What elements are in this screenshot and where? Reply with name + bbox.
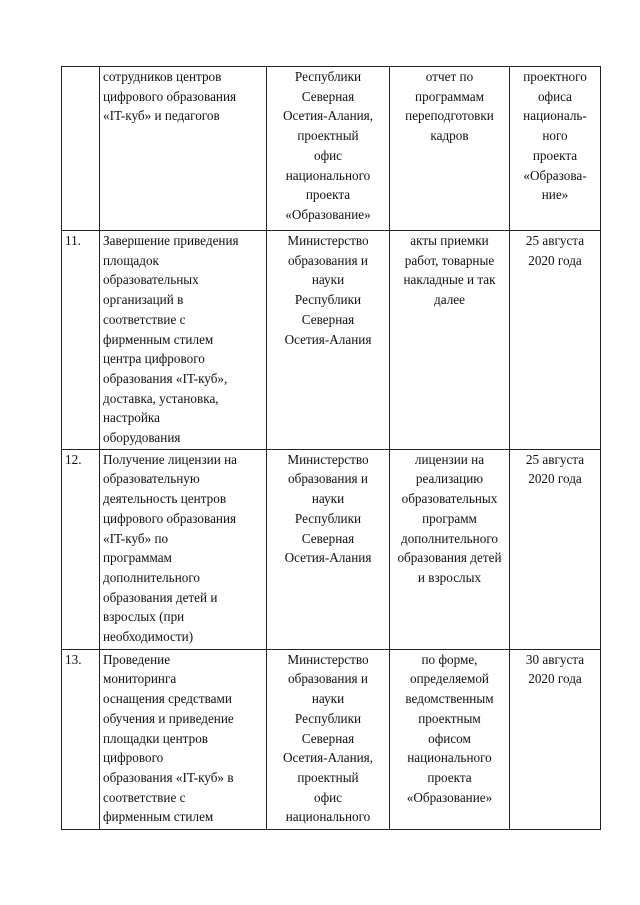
row-number: 12. — [62, 449, 100, 649]
deadline-cell: 25 августа 2020 года — [510, 231, 601, 450]
task-cell: Завершение приведения площадок образовательных организаций в соответствие с фирменным стилем центра цифрового образования «IT-куб», доставка, установка, настройка оборудования — [100, 231, 267, 450]
plan-table — [61, 66, 601, 830]
responsible-cell: Министерство образования и науки Республики Северная Осетия-Алания — [267, 231, 390, 450]
deadline-cell: 30 августа 2020 года — [510, 649, 601, 829]
responsible-cell: Республики Северная Осетия-Алания, проектный офис национального проекта «Образование» — [267, 67, 390, 231]
task-cell: сотрудников центров цифрового образования «IT-куб» и педагогов — [100, 67, 267, 231]
document-cell: по форме, определяемой ведомственным проектным офисом национального проекта «Образование» — [390, 649, 510, 829]
task-cell: Получение лицензии на образовательную деятельность центров цифрового образования «IT-куб» по программам дополнительного образования детей и взрослых (при необходимости) — [100, 449, 267, 649]
deadline-cell: проектного офиса националь- ного проекта «Образова- ние» — [510, 67, 601, 231]
row-number — [62, 67, 100, 231]
table-row — [62, 67, 601, 231]
task-cell: Проведение мониторинга оснащения средствами обучения и приведение площадки центров цифрового образования «IT-куб» в соответствие с фирменным стилем — [100, 649, 267, 829]
table-row — [62, 449, 601, 649]
deadline-cell: 25 августа 2020 года — [510, 449, 601, 649]
row-number: 11. — [62, 231, 100, 450]
document-cell: лицензии на реализацию образовательных программ дополнительного образования детей и взрослых — [390, 449, 510, 649]
responsible-cell: Министерство образования и науки Республики Северная Осетия-Алания, проектный офис национального — [267, 649, 390, 829]
table-row — [62, 231, 601, 450]
table-row — [62, 649, 601, 829]
row-number: 13. — [62, 649, 100, 829]
document-cell: отчет по программам переподготовки кадров — [390, 67, 510, 231]
document-cell: акты приемки работ, товарные накладные и так далее — [390, 231, 510, 450]
responsible-cell: Министерство образования и науки Республики Северная Осетия-Алания — [267, 449, 390, 649]
